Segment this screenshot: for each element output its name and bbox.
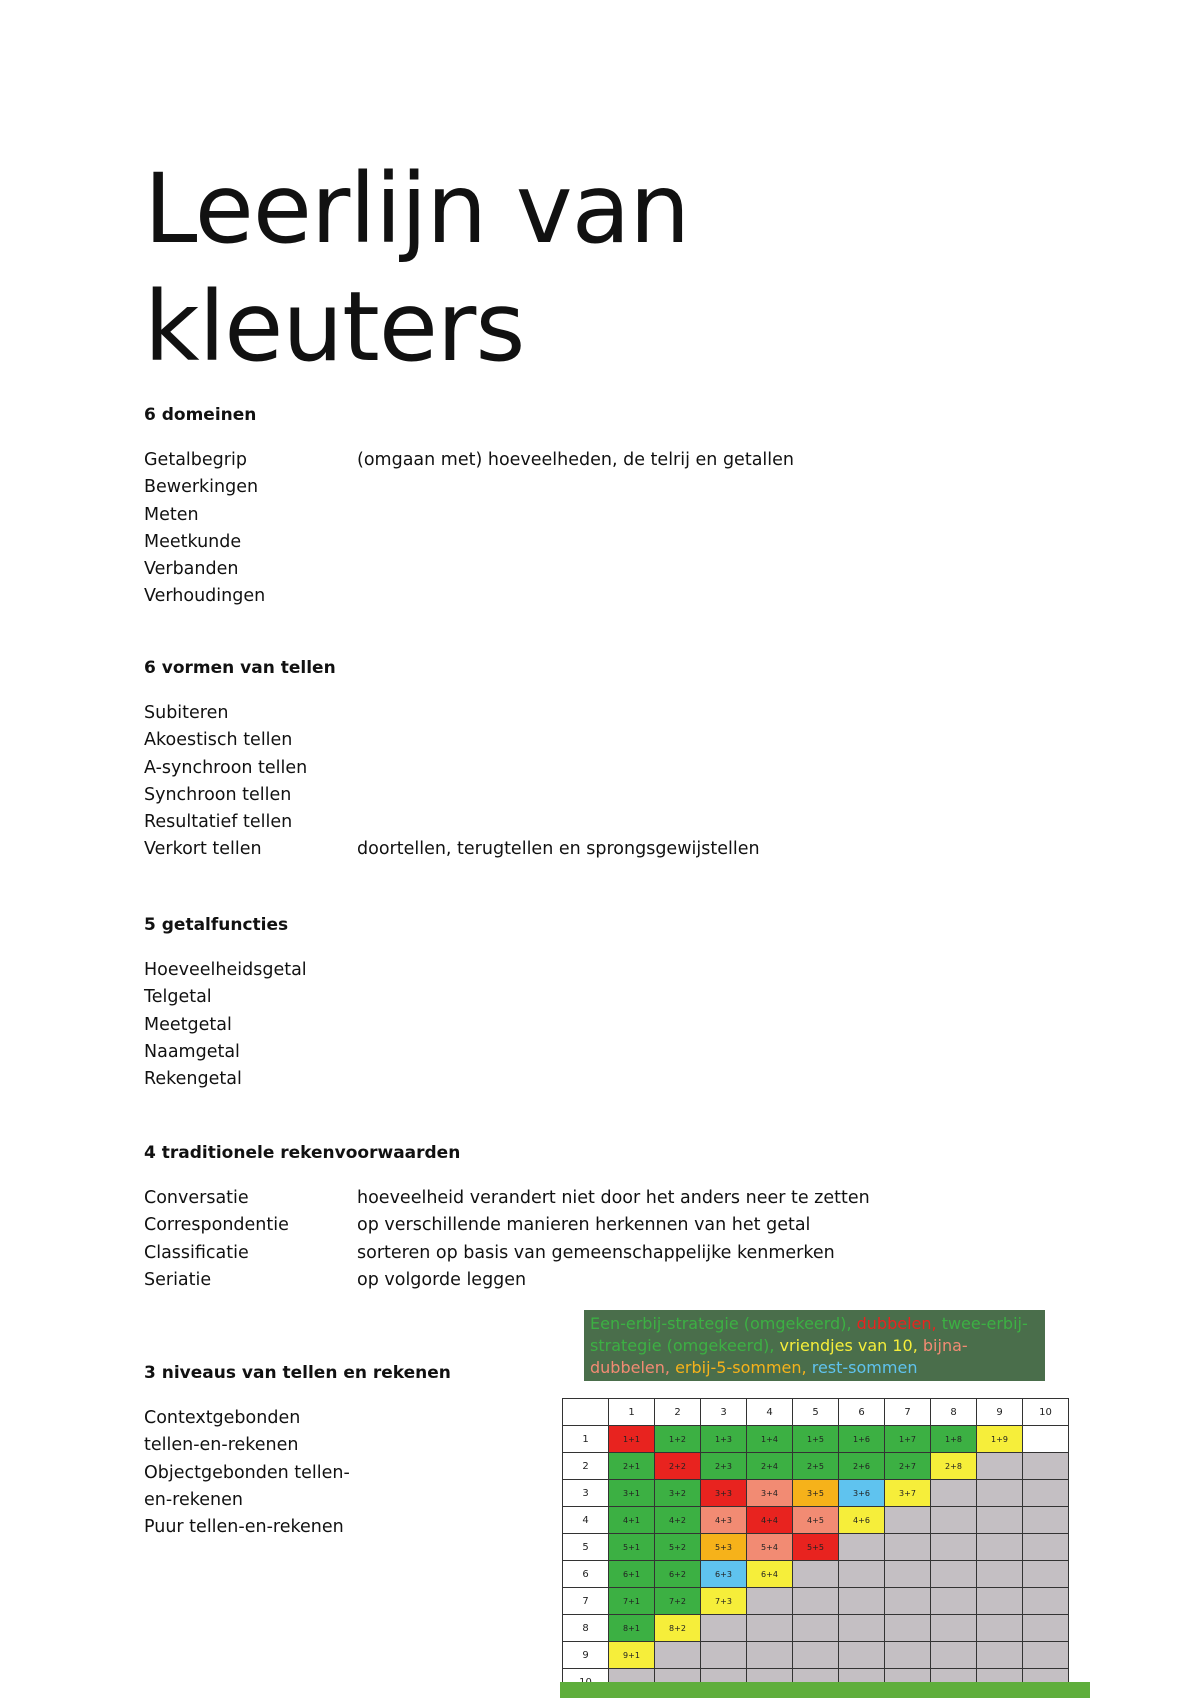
sum-cell xyxy=(977,1561,1023,1588)
column-header: 9 xyxy=(977,1399,1023,1426)
sum-cell: 4+5 xyxy=(793,1507,839,1534)
sum-cell xyxy=(885,1615,931,1642)
sum-cell: 6+1 xyxy=(609,1561,655,1588)
column-header: 3 xyxy=(701,1399,747,1426)
item-description xyxy=(357,755,1104,782)
item-description xyxy=(357,502,1104,529)
sum-cell: 1+2 xyxy=(655,1426,701,1453)
sum-cell xyxy=(793,1588,839,1615)
section-heading: 3 niveaus van tellen en rekenen xyxy=(144,1363,451,1383)
list-item xyxy=(144,1039,1104,1066)
column-header: 5 xyxy=(793,1399,839,1426)
list-item xyxy=(144,529,1104,556)
sum-cell xyxy=(931,1480,977,1507)
item-term: Meetgetal xyxy=(144,1014,232,1035)
sum-cell xyxy=(747,1615,793,1642)
item-description xyxy=(357,782,1104,809)
column-header: 8 xyxy=(931,1399,977,1426)
item-description: hoeveelheid verandert niet door het anders neer te zetten xyxy=(357,1188,870,1208)
section-heading: 6 domeinen xyxy=(144,405,257,425)
sum-cell xyxy=(977,1507,1023,1534)
sum-cell xyxy=(1023,1480,1069,1507)
sum-cell xyxy=(931,1588,977,1615)
sum-cell: 3+6 xyxy=(839,1480,885,1507)
sum-cell: 5+5 xyxy=(793,1534,839,1561)
list-item xyxy=(144,556,1104,583)
sum-cell: 3+7 xyxy=(885,1480,931,1507)
sum-cell xyxy=(839,1615,885,1642)
page-title xyxy=(144,150,689,386)
sum-cell xyxy=(1023,1453,1069,1480)
sum-cell xyxy=(1023,1534,1069,1561)
list-item xyxy=(144,1066,1104,1093)
sum-cell xyxy=(1023,1507,1069,1534)
item-term: A-synchroon tellen xyxy=(144,757,308,778)
item-description xyxy=(357,809,1104,836)
sum-cell: 2+6 xyxy=(839,1453,885,1480)
sum-cell xyxy=(839,1561,885,1588)
row-header: 4 xyxy=(563,1507,609,1534)
list-item xyxy=(144,583,1104,610)
sum-cell xyxy=(977,1615,1023,1642)
item-description xyxy=(357,727,1104,754)
list-item xyxy=(144,957,1104,984)
sum-cell xyxy=(931,1561,977,1588)
item-term: Bewerkingen xyxy=(144,477,259,498)
item-term: Seriatie xyxy=(144,1269,212,1290)
sum-cell xyxy=(977,1642,1023,1669)
sum-cell xyxy=(977,1534,1023,1561)
item-description xyxy=(357,1066,1104,1093)
section-heading: 5 getalfuncties xyxy=(144,915,289,935)
sum-cell xyxy=(655,1642,701,1669)
sum-cell: 2+4 xyxy=(747,1453,793,1480)
item-term: Resultatief tellen xyxy=(144,812,293,833)
sum-cell: 3+5 xyxy=(793,1480,839,1507)
sum-cell: 1+9 xyxy=(977,1426,1023,1453)
sum-cell xyxy=(885,1642,931,1669)
column-header: 10 xyxy=(1023,1399,1069,1426)
item-term: Objectgebonden tellen-en-rekenen xyxy=(144,1462,350,1510)
item-term: Contextgebonden tellen-en-rekenen xyxy=(144,1408,301,1456)
row-header: 5 xyxy=(563,1534,609,1561)
sum-cell: 1+3 xyxy=(701,1426,747,1453)
table-row xyxy=(563,1561,1069,1588)
sum-cell: 4+3 xyxy=(701,1507,747,1534)
item-description xyxy=(357,583,1104,610)
item-term: Telgetal xyxy=(144,987,212,1008)
row-header: 2 xyxy=(563,1453,609,1480)
sum-cell: 3+2 xyxy=(655,1480,701,1507)
list-item xyxy=(144,700,1104,727)
sum-cell xyxy=(1023,1588,1069,1615)
sum-cell xyxy=(885,1507,931,1534)
row-header: 3 xyxy=(563,1480,609,1507)
sum-cell xyxy=(793,1615,839,1642)
sum-cell: 1+4 xyxy=(747,1426,793,1453)
table-row xyxy=(563,1480,1069,1507)
sum-cell: 3+4 xyxy=(747,1480,793,1507)
sum-cell: 8+2 xyxy=(655,1615,701,1642)
sum-cell: 2+7 xyxy=(885,1453,931,1480)
page-title-line-1: Leerlijn van xyxy=(144,153,690,265)
item-description: op verschillende manieren herkennen van het getal xyxy=(357,1215,811,1236)
list-item xyxy=(144,809,1104,836)
sum-cell: 6+2 xyxy=(655,1561,701,1588)
legend-entry: bijna-dubbelen, xyxy=(590,1336,968,1377)
list-item xyxy=(144,755,1104,782)
section-heading: 4 traditionele rekenvoorwaarden xyxy=(144,1143,461,1163)
item-term: Conversatie xyxy=(144,1188,249,1208)
sum-cell: 4+1 xyxy=(609,1507,655,1534)
item-description xyxy=(357,474,1104,501)
sum-cell xyxy=(931,1615,977,1642)
sum-cell: 5+4 xyxy=(747,1534,793,1561)
sum-cell: 7+2 xyxy=(655,1588,701,1615)
table-header-row xyxy=(563,1399,1069,1426)
section-heading: 6 vormen van tellen xyxy=(144,658,336,678)
sum-cell xyxy=(793,1561,839,1588)
section-1 xyxy=(144,655,1104,864)
section-3 xyxy=(144,1140,1104,1294)
sum-cell: 3+3 xyxy=(701,1480,747,1507)
sum-cell xyxy=(839,1642,885,1669)
list-item xyxy=(144,474,1104,501)
table-row xyxy=(563,1534,1069,1561)
legend-entry: rest-sommen xyxy=(811,1358,918,1377)
list-item xyxy=(144,1012,1104,1039)
item-description: op volgorde leggen xyxy=(357,1269,527,1290)
column-header: 2 xyxy=(655,1399,701,1426)
item-description xyxy=(357,1039,1104,1066)
item-description: sorteren op basis van gemeenschappelijke kenmerken xyxy=(357,1242,835,1263)
item-term: Verhoudingen xyxy=(144,586,266,607)
legend-entry: dubbelen, xyxy=(856,1314,942,1333)
sum-cell xyxy=(1023,1615,1069,1642)
legend-entry: erbij-5-sommen, xyxy=(675,1358,812,1377)
column-header: 1 xyxy=(609,1399,655,1426)
sum-cell: 5+2 xyxy=(655,1534,701,1561)
table-row xyxy=(563,1615,1069,1642)
sum-cell: 7+1 xyxy=(609,1588,655,1615)
item-term: Correspondentie xyxy=(144,1215,289,1236)
item-term: Getalbegrip xyxy=(144,450,247,470)
sum-cell: 5+1 xyxy=(609,1534,655,1561)
sum-cell: 3+1 xyxy=(609,1480,655,1507)
row-header: 6 xyxy=(563,1561,609,1588)
sum-cell xyxy=(977,1588,1023,1615)
item-term: Meetkunde xyxy=(144,531,242,552)
item-term: Meten xyxy=(144,504,199,525)
sum-cell xyxy=(885,1588,931,1615)
table-row xyxy=(563,1642,1069,1669)
legend-entry: twee-erbij-strategie (omgekeerd), xyxy=(590,1314,1028,1355)
section-2 xyxy=(144,912,1104,1093)
item-description xyxy=(357,556,1104,583)
item-description xyxy=(357,984,1104,1011)
sum-cell xyxy=(839,1534,885,1561)
sum-cell: 6+3 xyxy=(701,1561,747,1588)
sum-cell xyxy=(747,1642,793,1669)
sum-cell: 2+5 xyxy=(793,1453,839,1480)
item-term: Synchroon tellen xyxy=(144,784,292,805)
item-description xyxy=(357,529,1104,556)
row-header: 8 xyxy=(563,1615,609,1642)
item-term: Classificatie xyxy=(144,1242,249,1263)
item-term: Akoestisch tellen xyxy=(144,730,293,751)
legend-entry: Een-erbij-strategie (omgekeerd), xyxy=(590,1314,857,1333)
sum-cell: 1+5 xyxy=(793,1426,839,1453)
list-item xyxy=(144,1212,1104,1239)
item-term: Rekengetal xyxy=(144,1069,242,1090)
sum-cell: 9+1 xyxy=(609,1642,655,1669)
sum-cell: 2+3 xyxy=(701,1453,747,1480)
sum-cell: 2+2 xyxy=(655,1453,701,1480)
sum-table-container xyxy=(562,1398,1069,1696)
sum-cell: 6+4 xyxy=(747,1561,793,1588)
sum-cell: 2+8 xyxy=(931,1453,977,1480)
list-item xyxy=(144,984,1104,1011)
sum-cell xyxy=(931,1642,977,1669)
color-legend xyxy=(584,1310,1045,1381)
sum-cell xyxy=(931,1507,977,1534)
item-description xyxy=(357,700,1104,727)
sum-cell: 4+6 xyxy=(839,1507,885,1534)
column-header: 6 xyxy=(839,1399,885,1426)
decorative-green-bar xyxy=(560,1682,1090,1698)
sum-cell xyxy=(885,1561,931,1588)
item-term: Subiteren xyxy=(144,703,229,723)
sum-cell: 5+3 xyxy=(701,1534,747,1561)
sum-cell: 7+3 xyxy=(701,1588,747,1615)
sum-cell xyxy=(701,1615,747,1642)
row-header: 1 xyxy=(563,1426,609,1453)
sum-cell xyxy=(1023,1426,1069,1453)
item-description xyxy=(357,1012,1104,1039)
table-row xyxy=(563,1507,1069,1534)
list-item xyxy=(144,782,1104,809)
sum-cell xyxy=(839,1588,885,1615)
list-item xyxy=(144,447,1104,474)
list-item xyxy=(144,1185,1104,1212)
page-title-line-2: kleuters xyxy=(144,271,525,383)
sum-cell: 2+1 xyxy=(609,1453,655,1480)
list-item xyxy=(144,727,1104,754)
item-term: Hoeveelheidsgetal xyxy=(144,960,307,980)
sum-cell xyxy=(931,1534,977,1561)
table-row xyxy=(563,1453,1069,1480)
sum-cell xyxy=(977,1480,1023,1507)
list-item xyxy=(144,502,1104,529)
item-description xyxy=(357,957,1104,984)
column-header: 7 xyxy=(885,1399,931,1426)
sum-cell: 4+4 xyxy=(747,1507,793,1534)
row-header: 9 xyxy=(563,1642,609,1669)
sum-cell: 1+1 xyxy=(609,1426,655,1453)
sum-cell xyxy=(885,1534,931,1561)
legend-entry: vriendjes van 10, xyxy=(779,1336,923,1355)
column-header xyxy=(563,1399,609,1426)
column-header: 4 xyxy=(747,1399,793,1426)
item-term: Verkort tellen xyxy=(144,839,262,860)
table-row xyxy=(563,1588,1069,1615)
sum-cell xyxy=(977,1453,1023,1480)
item-term: Puur tellen-en-rekenen xyxy=(144,1517,344,1538)
list-item xyxy=(144,1240,1104,1267)
sum-cell xyxy=(1023,1642,1069,1669)
sum-cell xyxy=(1023,1561,1069,1588)
sum-cell: 8+1 xyxy=(609,1615,655,1642)
sum-cell xyxy=(701,1642,747,1669)
item-term: Verbanden xyxy=(144,559,239,580)
list-item xyxy=(144,836,1104,863)
sum-cell xyxy=(793,1642,839,1669)
addition-sum-table xyxy=(562,1398,1069,1696)
sum-cell: 1+7 xyxy=(885,1426,931,1453)
sum-cell: 1+8 xyxy=(931,1426,977,1453)
sum-cell xyxy=(747,1588,793,1615)
item-term: Naamgetal xyxy=(144,1041,240,1062)
sum-cell: 4+2 xyxy=(655,1507,701,1534)
list-item xyxy=(144,1267,1104,1294)
section-0 xyxy=(144,402,1104,611)
item-description: (omgaan met) hoeveelheden, de telrij en getallen xyxy=(357,450,794,470)
table-row xyxy=(563,1426,1069,1453)
sum-cell: 1+6 xyxy=(839,1426,885,1453)
row-header: 7 xyxy=(563,1588,609,1615)
item-description: doortellen, terugtellen en sprongsgewijstellen xyxy=(357,839,760,860)
